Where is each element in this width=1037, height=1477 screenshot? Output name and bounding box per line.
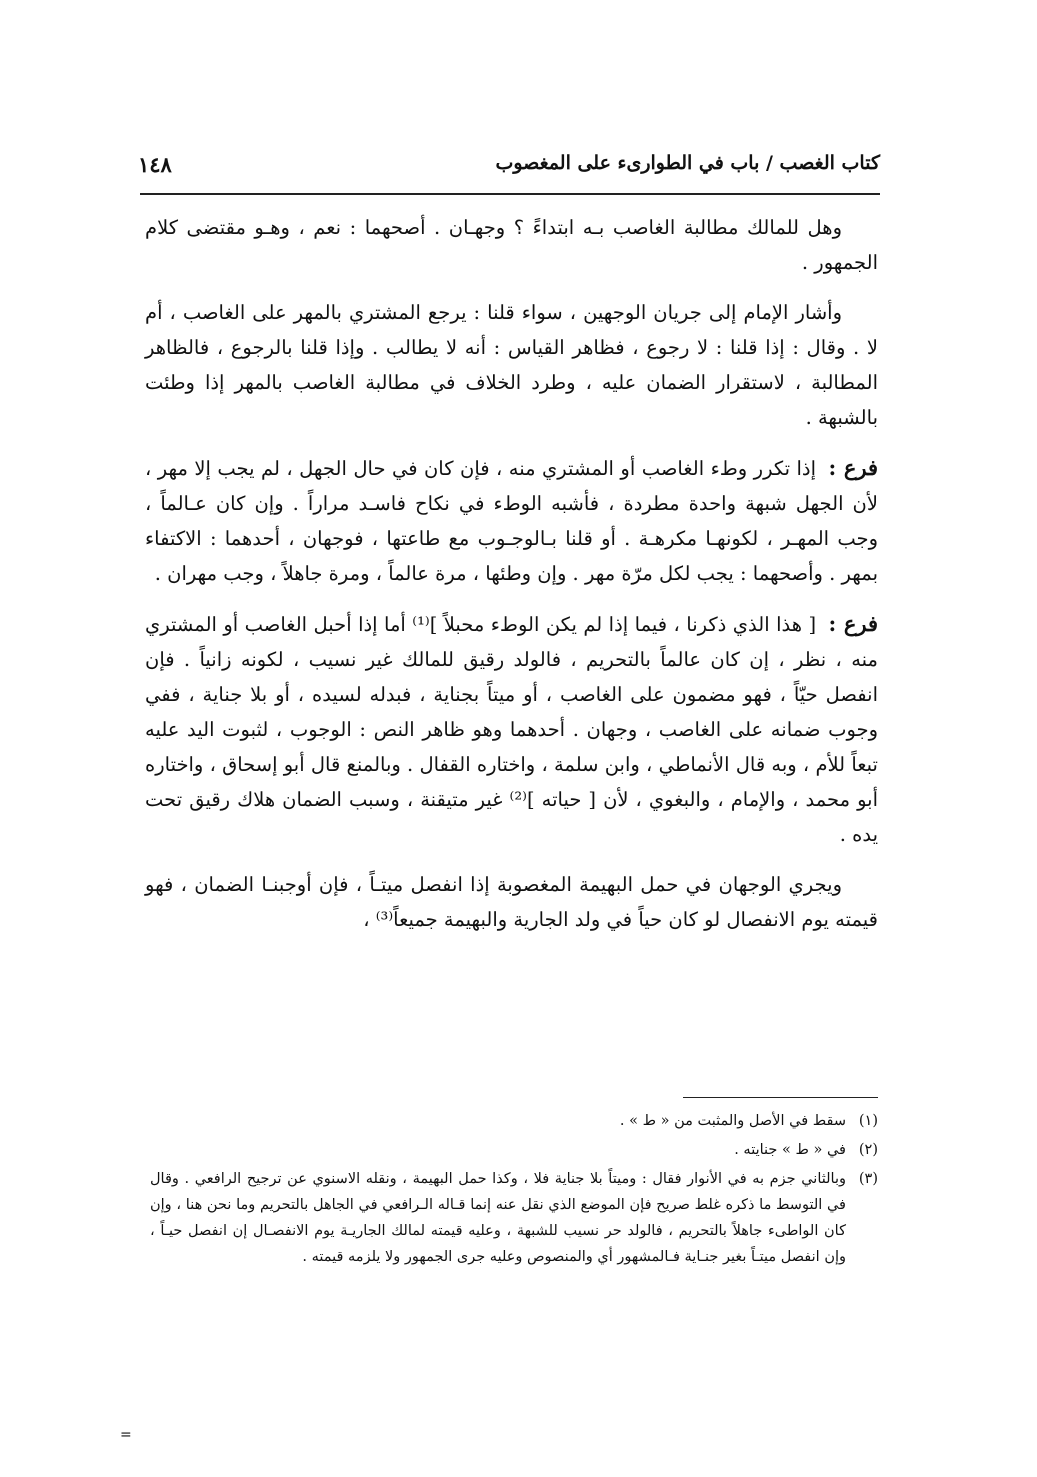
branch-heading: فرع : — [828, 611, 878, 636]
continued-mark: = — [120, 1427, 132, 1443]
page-number: ١٤٨ — [138, 152, 172, 177]
paragraph-branch — [145, 606, 878, 852]
paragraph — [145, 210, 878, 280]
chapter-title: كتاب الغصب / باب في الطوارىء على المغصوب — [495, 152, 880, 174]
paragraph-text: إذا تكرر وطء الغاصب أو المشتري منه ، فإن كان في حال الجهل ، لم يجب إلا مهر ، لأن الجهل شبهة واحدة مطردة ، فأشبه الوطء في نكاح فاسـد مراراً . وإن كان عـالماً ، وجب المهـر ، لكونهـا مكرهـة . أو قلنا بـالوجـوب مع طاعتها ، فوجهان ، أحدهما : الاكتفاء بمهر . وأصحهما : يجب لكل مرّة مهر . وإن وطئها ، مرة عالماً ، ومرة جاهلاً ، وجب مهران . — [145, 457, 878, 585]
paragraph-text: وهل للمالك مطالبة الغاصب بـه ابتداءً ؟ وجهـان . أصحهما : نعم ، وهـو مقتضى كلام الجمهور . — [145, 216, 878, 274]
footnote-text: سقط في الأصل والمثبت من « ط » . — [619, 1113, 846, 1129]
paragraph — [145, 867, 878, 937]
footnote-divider — [683, 1097, 878, 1098]
footnote-number: (١) — [858, 1113, 878, 1129]
paragraph-text: [ هذا الذي ذكرنا ، فيما إذا لم يكن الوطء محبلاً ]⁽¹⁾ أما إذا أحبل الغاصب أو المشتري منه ، نظر ، إن كان عالماً بالتحريم ، فالولد رقيق للمالك غير نسيب ، لكونه زانياً . فإن انفصل حيّاً ، فهو مضمون على الغاصب ، أو ميتاً بجناية ، فبدله لسيده ، أو بلا جناية ، ففي وجوب ضمانه على الغاصب ، وجهان . أحدهما وهو ظاهر النص : الوجوب ، لثبوت اليد عليه تبعاً للأم ، وبه قال الأنماطي ، وابن سلمة ، واختاره القفال . وبالمنع قال أبو إسحاق ، واختاره أبو محمد ، والإمام ، والبغوي ، لأن [ حياته ]⁽²⁾ غير متيقنة ، وسبب الضمان هلاك رقيق تحت يده . — [145, 613, 878, 846]
footnote — [150, 1137, 878, 1163]
paragraph — [145, 295, 878, 435]
footnote-number: (٣) — [858, 1171, 878, 1187]
paragraph-text: وأشار الإمام إلى جريان الوجهين ، سواء قلنا : يرجع المشتري بالمهر على الغاصب ، أم لا . وقال : إذا قلنا : لا رجوع ، فظاهر القياس : أنه لا يطالب . وإذا قلنا بالرجوع ، فالظاهر المطالبة ، لاستقرار الضمان عليه ، وطرد الخلاف في مطالبة الغاصب بالمهر إذا وطئت بالشبهة . — [145, 301, 878, 429]
footnote-number: (٢) — [858, 1142, 878, 1158]
footnotes — [150, 1108, 878, 1273]
main-text — [145, 210, 878, 952]
branch-heading: فرع : — [828, 455, 878, 480]
paragraph-text: ويجري الوجهان في حمل البهيمة المغصوبة إذا انفصل ميتـاً ، فإن أوجبنـا الضمان ، فهو قيمته يوم الانفصال لو كان حياً في ولد الجارية والبهيمة جميعاً⁽³⁾ ، — [145, 873, 878, 931]
header-divider — [140, 193, 880, 195]
footnote-text: وبالثاني جزم به في الأنوار فقال : وميتاً بلا جناية فلا ، وكذا حمل البهيمة ، ونقله الاسنوي عن ترجيح الرافعي . وقال في التوسط ما ذكره غلط صريح فإن الموضع الذي نقل عنه إنما قـاله الـرافعي في الجاهل بالتحريم وما نحن هنا ، وإن كان الواطىء جاهلاً بالتحريم ، فالولد حر نسيب للشبهة ، وعليه قيمته لمالك الجاريـة يوم الانفصـال إن انفصل حيـاً ، وإن انفصل ميتـاً بغير جنـاية فـالمشهور أي والمنصوص وعليه جرى الجمهور ولا يلزمه قيمته . — [150, 1171, 846, 1265]
footnote-text: في « ط » جنايته . — [734, 1142, 846, 1158]
footnote — [150, 1108, 878, 1134]
footnote — [150, 1166, 878, 1270]
paragraph-branch — [145, 450, 878, 591]
running-header — [138, 150, 880, 190]
